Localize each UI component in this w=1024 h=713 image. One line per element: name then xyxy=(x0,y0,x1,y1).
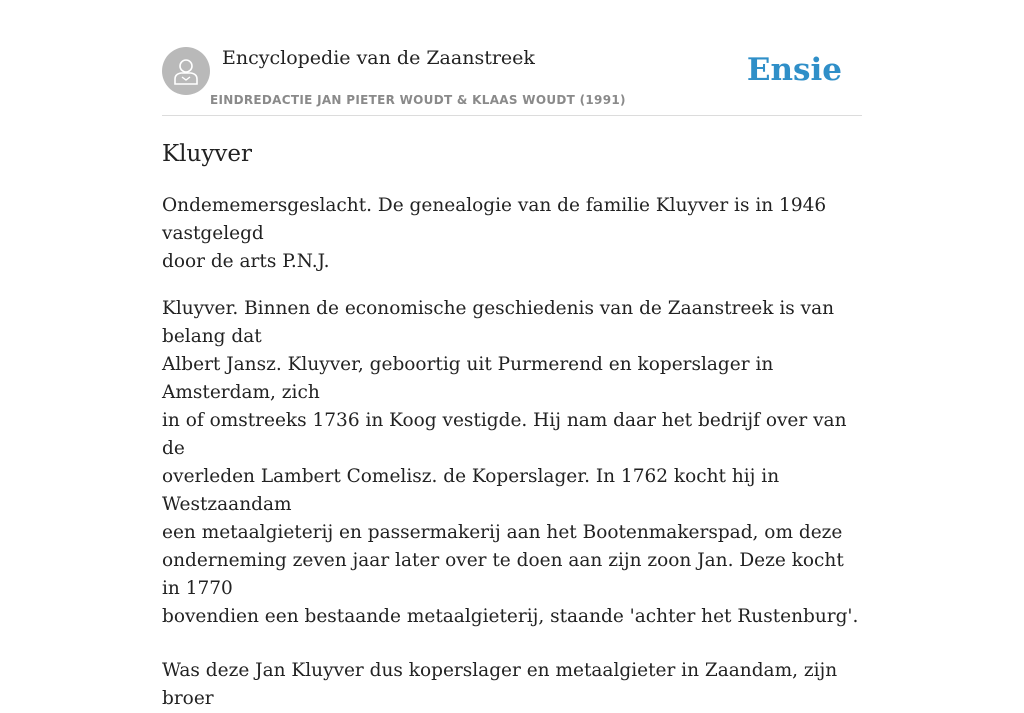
book-header xyxy=(162,46,862,116)
book-title[interactable]: Encyclopedie van de Zaanstreek xyxy=(222,47,535,69)
article-paragraph: Ondememersgeslacht. De genealogie van de familie Kluyver is in 1946 vastgelegd door de arts P.N.J. xyxy=(162,195,827,272)
article-paragraph: Kluyver. Binnen de economische geschiedenis van de Zaanstreek is van belang dat Albert Jansz. Kluyver, geboortig uit Purmerend en koperslager in Amsterdam, zich in of omstreeks 1736 in Koog vestigde. Hij nam daar het bedrijf over van de overleden Lambert Comelisz. de Koperslager. In 1762 kocht hij in Westzaandam een metaalgieterij en passermakerij aan het Bootenmakerspad, om deze onderneming zeven jaar later over te doen aan zijn zoon Jan. Deze kocht in 1770 bovendien een bestaande metaalgieterij, staande 'achter het Rustenburg'. xyxy=(162,298,859,627)
avatar[interactable] xyxy=(162,47,210,95)
article-paragraph: Was deze Jan Kluyver dus koperslager en metaalgieter in Zaandam, zijn broer xyxy=(162,660,838,709)
article-page xyxy=(162,0,862,713)
user-icon xyxy=(173,57,199,85)
ensie-logo[interactable]: Ensie xyxy=(746,52,842,88)
page-title: Kluyver xyxy=(162,141,252,167)
editors-subtitle: EINDREDACTIE JAN PIETER WOUDT & KLAAS WOUDT (1991) xyxy=(210,93,626,107)
